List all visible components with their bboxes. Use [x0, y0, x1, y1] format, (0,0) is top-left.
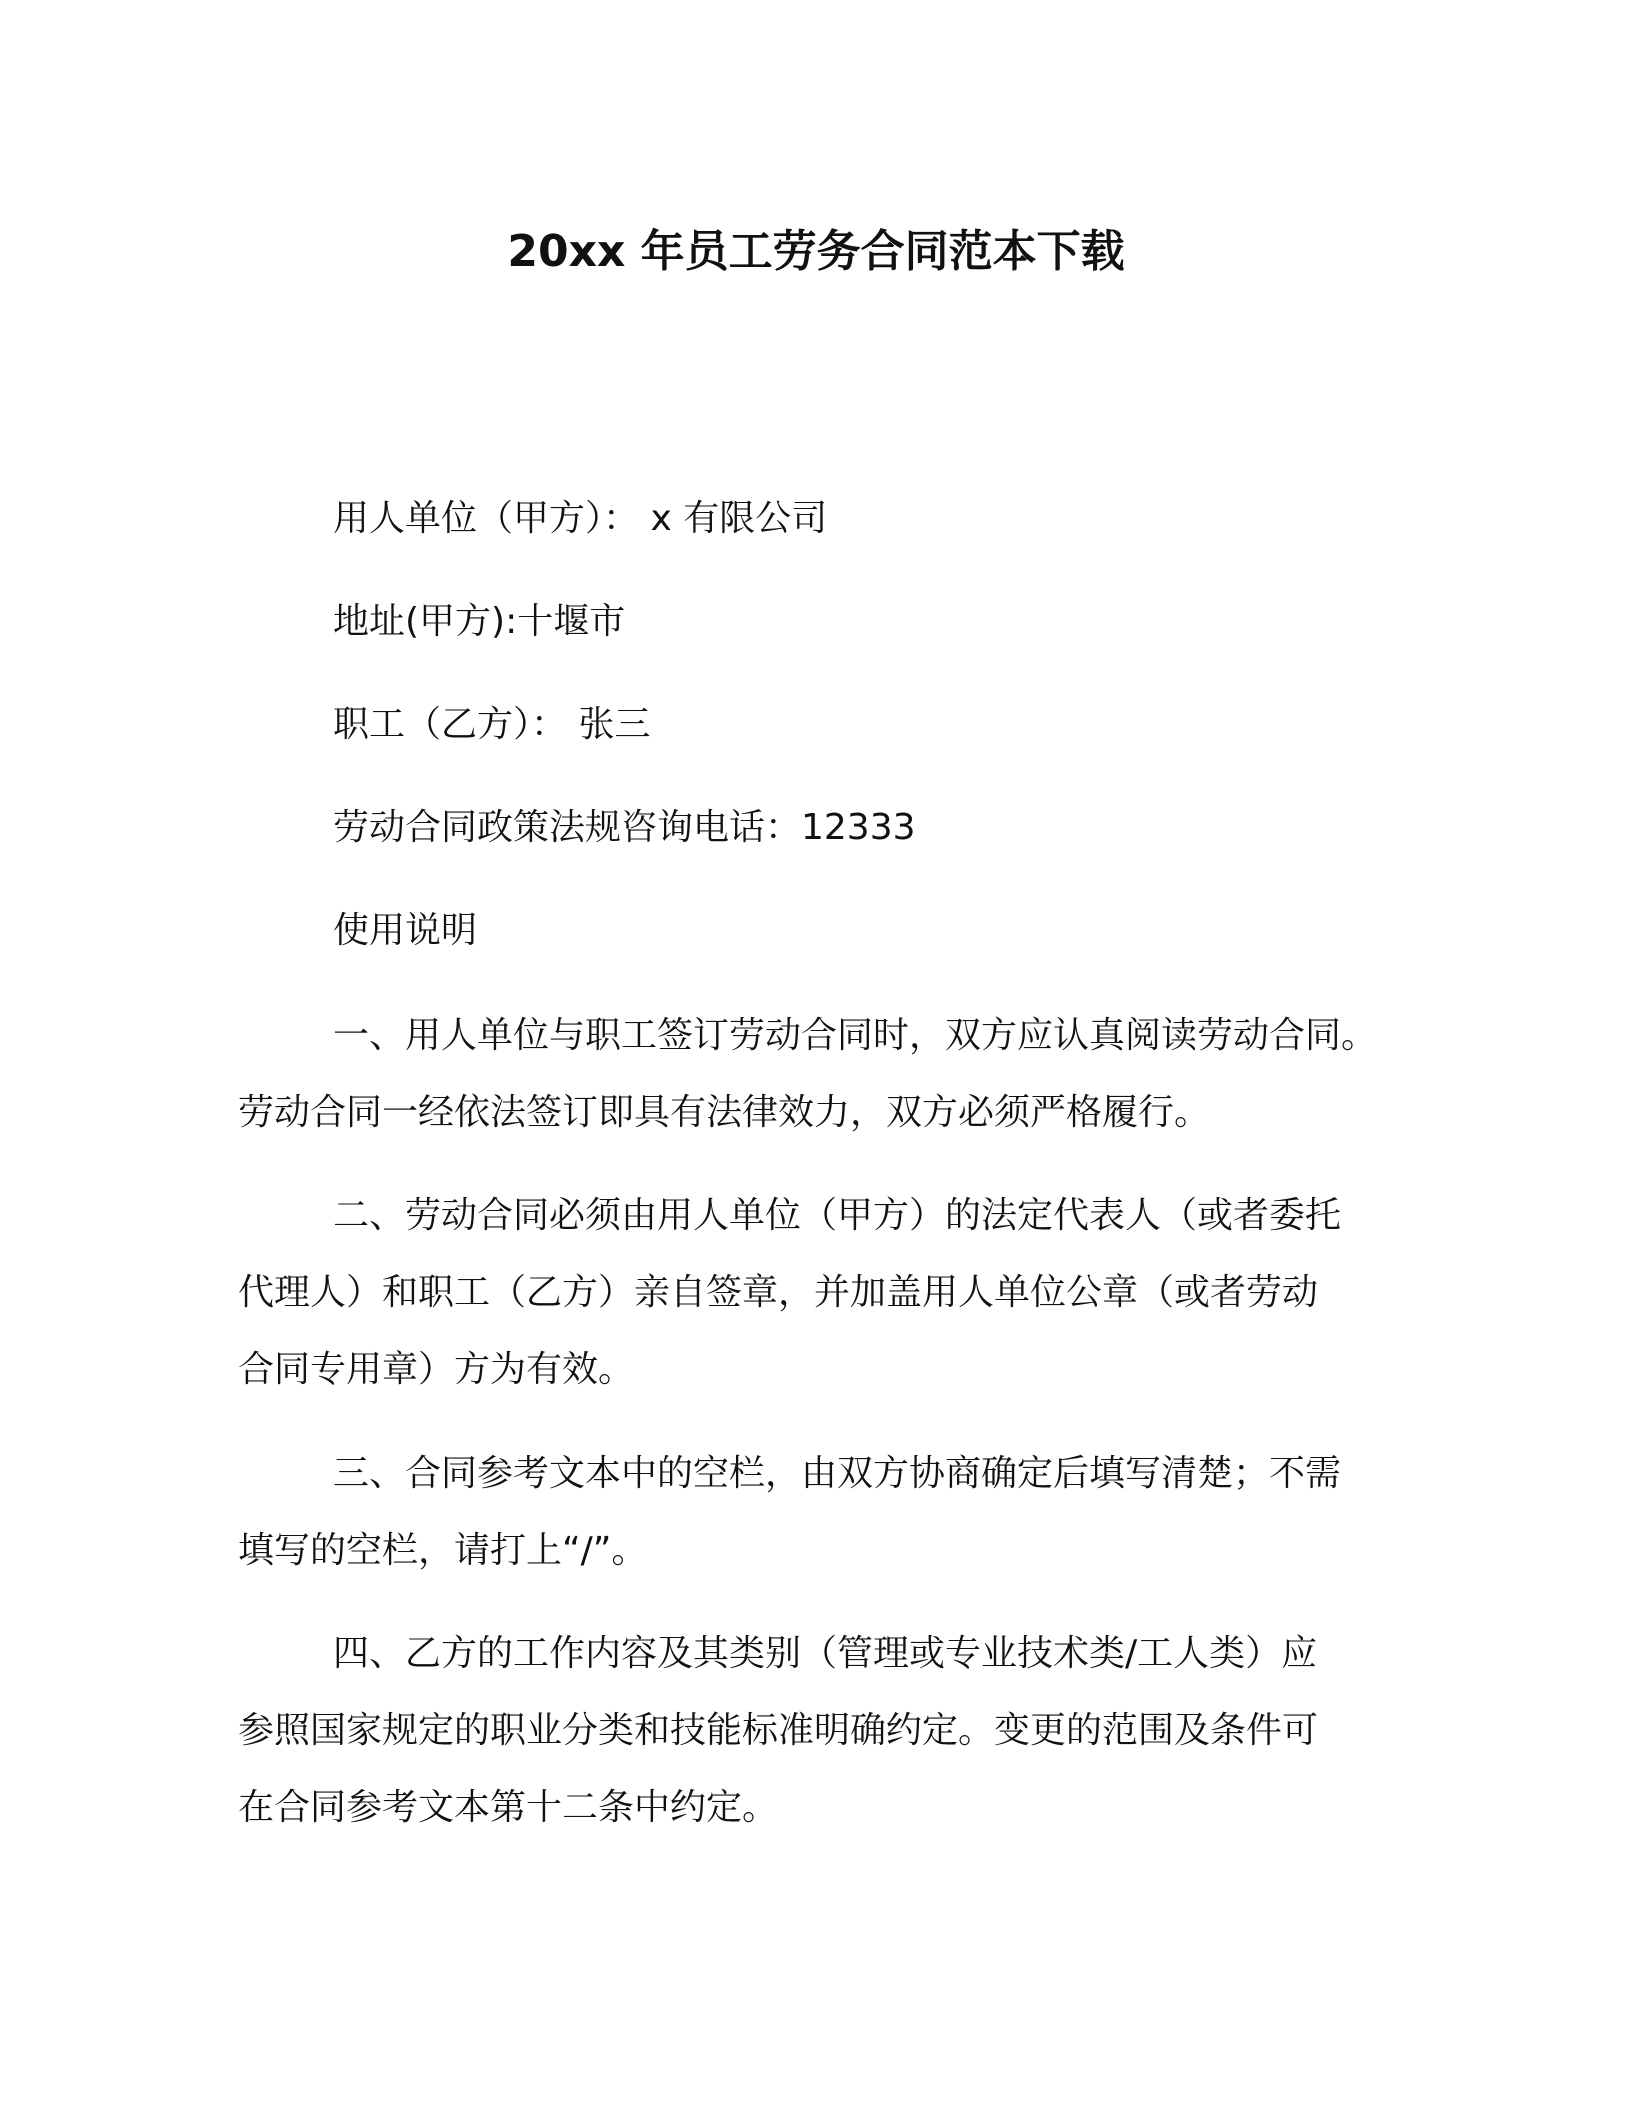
hotline-field: 劳动合同政策法规咨询电话：12333: [333, 807, 916, 848]
paragraph-line: 填写的空栏，请打上“/”。: [238, 1530, 648, 1571]
address-field: 地址(甲方):十堰市: [333, 601, 626, 642]
paragraph-3: [238, 1435, 1408, 1589]
paragraph-line: 四、乙方的工作内容及其类别（管理或专业技术类/工人类）应: [333, 1633, 1318, 1674]
document-title: 20xx 年员工劳务合同范本下载: [507, 226, 1125, 277]
paragraph-line: 劳动合同一经依法签订即具有法律效力，双方必须严格履行。: [238, 1092, 1211, 1133]
paragraph-line: 在合同参考文本第十二条中约定。: [238, 1787, 779, 1828]
paragraph-line: 三、合同参考文本中的空栏，由双方协商确定后填写清楚；不需: [333, 1453, 1342, 1494]
paragraph-1: [238, 997, 1408, 1151]
paragraph-line: 一、用人单位与职工签订劳动合同时，双方应认真阅读劳动合同。: [333, 1015, 1378, 1056]
paragraph-4: [238, 1615, 1408, 1846]
paragraph-line: 合同专用章）方为有效。: [238, 1349, 635, 1390]
paragraph-line: 二、劳动合同必须由用人单位（甲方）的法定代表人（或者委托: [333, 1195, 1342, 1236]
instructions-heading: 使用说明: [333, 910, 478, 951]
paragraph-line: 参照国家规定的职业分类和技能标准明确约定。变更的范围及条件可: [238, 1710, 1319, 1751]
paragraph-2: [238, 1177, 1408, 1408]
employer-field: 用人单位（甲方）： x 有限公司: [333, 498, 828, 539]
paragraph-line: 代理人）和职工（乙方）亲自签章，并加盖用人单位公章（或者劳动: [238, 1272, 1319, 1313]
employee-field: 职工（乙方）： 张三: [333, 704, 651, 745]
